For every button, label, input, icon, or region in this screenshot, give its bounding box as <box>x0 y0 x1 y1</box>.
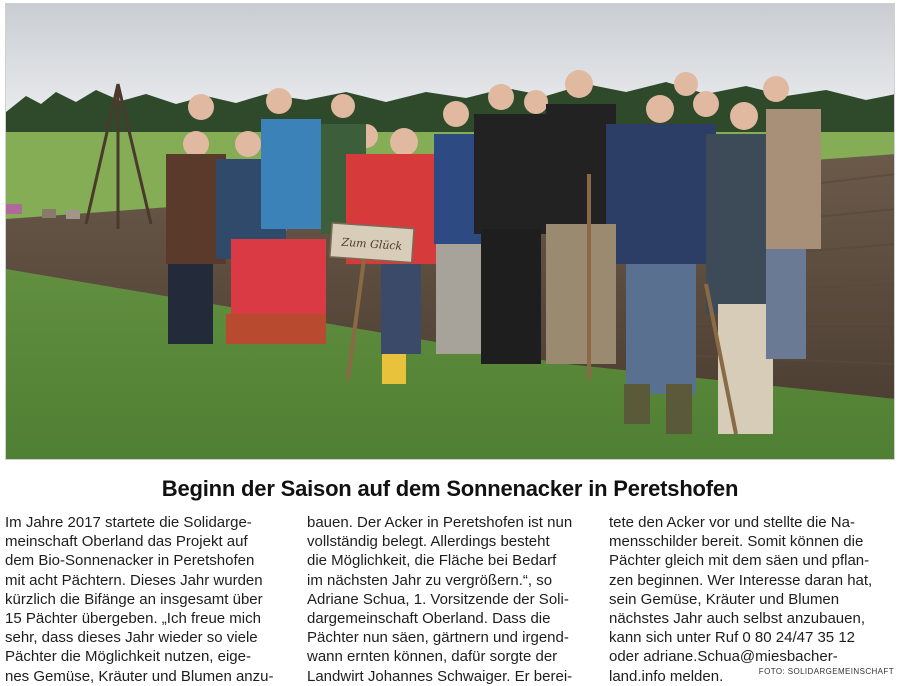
text-line: wann ernten können, dafür sorgte der <box>307 648 558 666</box>
text-line: sehr, dass dieses Jahr wieder so viele <box>5 629 258 647</box>
text-line: dargemeinschaft Oberland. Dass die <box>307 610 551 628</box>
text-line: land.info melden. <box>609 667 724 685</box>
text-line: sein Gemüse, Kräuter und Blumen <box>609 590 840 608</box>
text-line: zen beginnen. Wer Interesse daran hat, <box>609 571 873 589</box>
text-line: oder adriane.Schua@miesbacher- <box>609 648 838 666</box>
article-headline: Beginn der Saison auf dem Sonnenacker in Peretshofen <box>161 476 739 501</box>
sign-text: Zum Glück <box>341 235 403 253</box>
text-line: Adriane Schua, 1. Vorsitzende der Soli- <box>307 590 569 608</box>
text-line: Pächter nun säen, gärtnern und irgend- <box>307 629 569 647</box>
article-column-3 <box>609 513 895 686</box>
text-line: im nächsten Jahr zu vergrößern.“, so <box>307 571 553 589</box>
article-column-1 <box>5 513 295 686</box>
text-line: 15 Pächter übergeben. „Ich freue mich <box>5 610 261 628</box>
article-column-2 <box>307 513 597 686</box>
text-line: Im Jahre 2017 startete die Solidarge- <box>5 514 252 531</box>
text-line: dem Bio-Sonnenacker in Peretshofen <box>5 552 255 570</box>
text-line: vollständig belegt. Allerdings besteht <box>307 533 550 551</box>
text-line: die Möglichkeit, die Fläche bei Bedarf <box>307 552 557 570</box>
text-line: meinschaft Oberland das Projekt auf <box>5 533 248 551</box>
text-line: kann sich unter Ruf 0 80 24/47 35 12 <box>609 629 856 647</box>
small-sign <box>66 210 80 219</box>
text-line: Pächter gleich mit dem säen und pflan- <box>609 552 870 570</box>
text-line: tete den Acker vor und stellte die Na- <box>609 514 855 531</box>
small-sign <box>6 204 22 214</box>
photo-credit: FOTO: SOLIDARGEMEINSCHAFT <box>758 667 894 676</box>
small-sign <box>42 209 56 218</box>
text-line: nes Gemüse, Kräuter und Blumen anzu- <box>5 667 274 685</box>
photo-illustration <box>6 4 895 460</box>
name-sign <box>330 223 414 263</box>
group-photo <box>5 3 895 460</box>
text-line: kürzlich die Bifänge an insgesamt über <box>5 590 263 608</box>
text-line: bauen. Der Acker in Peretshofen ist nun <box>307 514 573 531</box>
text-line: mensschilder bereit. Somit können die <box>609 533 864 551</box>
text-line: mit acht Pächtern. Dieses Jahr wurden <box>5 571 263 589</box>
text-line: nächstes Jahr auch selbst anzubauen, <box>609 610 866 628</box>
text-line: Landwirt Johannes Schwaiger. Er berei- <box>307 667 573 685</box>
text-line: Pächter die Möglichkeit nutzen, eige- <box>5 648 251 666</box>
